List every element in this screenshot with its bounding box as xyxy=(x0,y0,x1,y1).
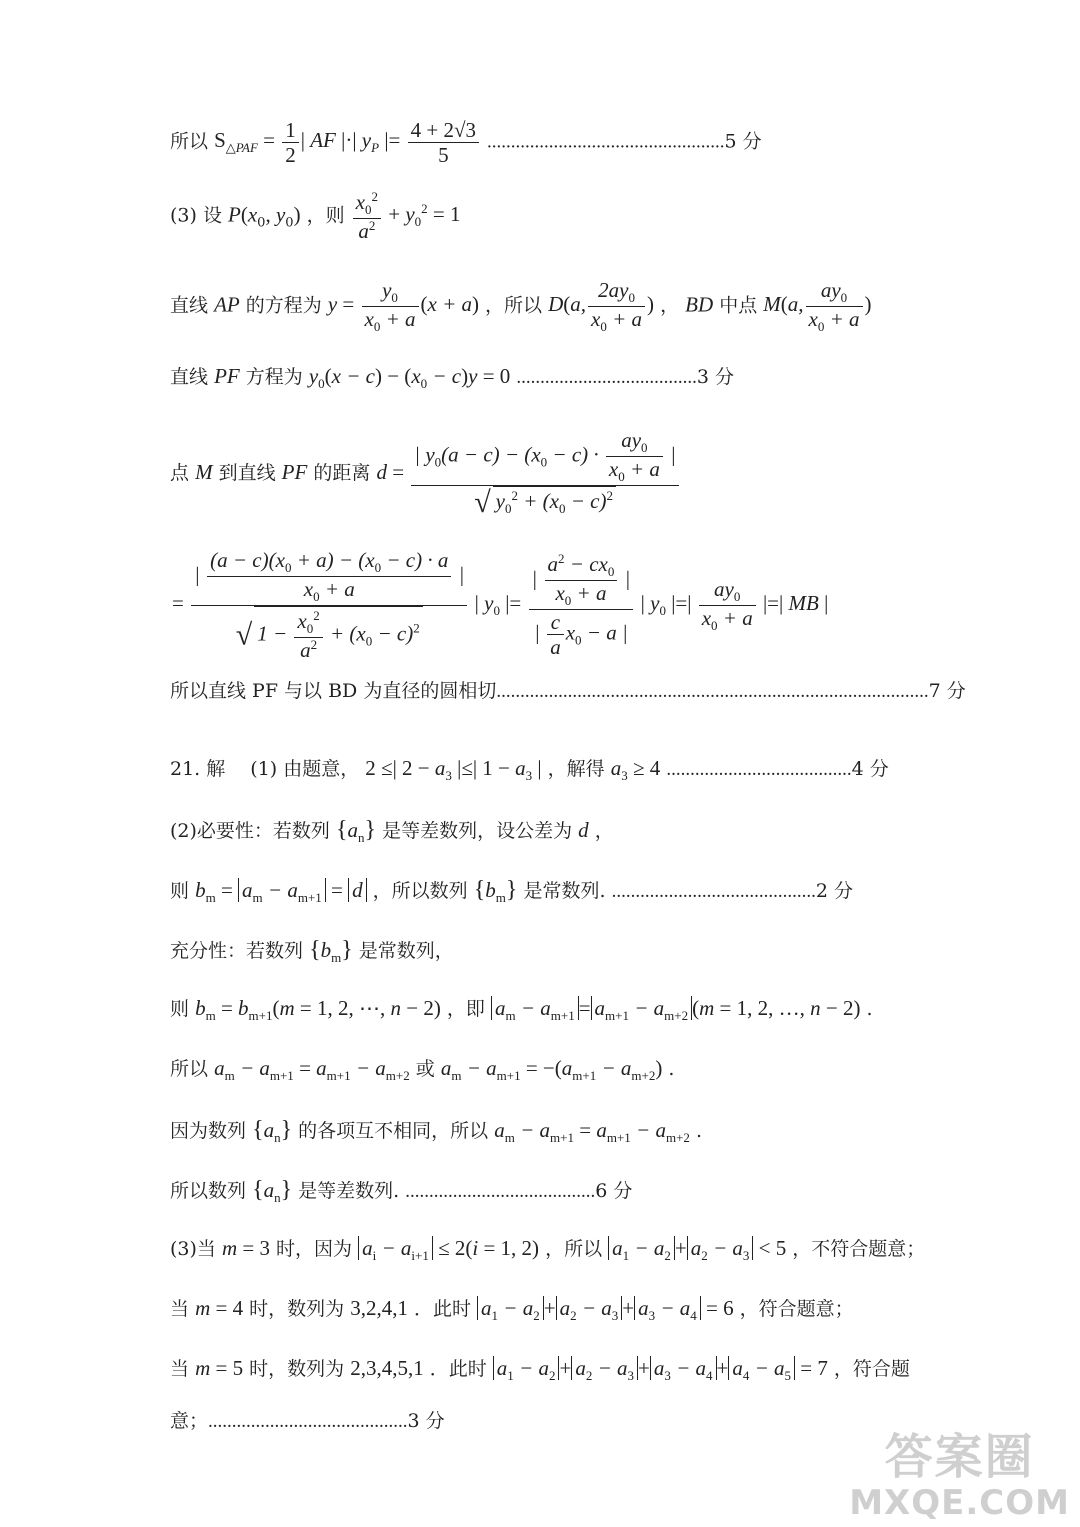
text: 时，数列为 xyxy=(249,1298,345,1320)
text: 充分性：若数列 xyxy=(170,940,304,962)
line-distance-expanded xyxy=(172,548,828,663)
score: 4 分 xyxy=(851,758,889,780)
text: 点 xyxy=(170,462,190,485)
math-distance-expanded: = | $\frac{(a - c)(x_0 + a) - (x_0 - c) \cdot a}{x_0 + a}$ | √ 1 − $\frac{x_0^2}{a^2}$ + $(x_0 - c)^2$ | $y_0$ |= | $\frac{a^2 - cx_0}{x_0 + a}$ | | $\frac{c}{a}$ $x_0 - a$ | | $y_0$ |=| $\frac{ay_0}{x_0 + a}$ |=| MB | xyxy=(172,548,829,663)
math-abs-equal: $a_m - a_{m+1} = a_{m+1} - a_{m+2}$ (m = 1, 2, …, n − 2) xyxy=(491,996,861,1020)
watermark-logo xyxy=(849,1418,1070,1523)
text: 的方程为 xyxy=(245,294,322,317)
text: ，则 xyxy=(306,204,345,227)
line-bm-constant: 则 $b_m = a_m - a_{m+1} = d$ ，所以数列 $\{b_m\}$ 是常数列. ...........................................2 分 xyxy=(170,877,853,906)
text: (2)必要性：若数列 xyxy=(170,820,330,842)
text: 是等差数列. xyxy=(298,1180,400,1202)
score: 2 分 xyxy=(815,880,853,902)
text: 所以 xyxy=(170,1058,209,1080)
text: 方程为 xyxy=(245,366,303,388)
score: 6 分 xyxy=(595,1180,633,1202)
line-m5-continuation xyxy=(170,1412,445,1431)
math-point-p: P xyxy=(228,202,241,227)
dot-leader: ........................................................................................... xyxy=(496,681,929,702)
line-tangent-conclusion xyxy=(170,682,966,701)
text: 当 xyxy=(170,1358,190,1380)
text: 则 xyxy=(170,998,190,1020)
text: ，所以 xyxy=(545,1238,603,1260)
math-pf: $y_0(x - c) - (x_0 - c)y = 0$ xyxy=(308,364,511,392)
text: ，不符合题意； xyxy=(792,1238,926,1260)
text: ，解得 xyxy=(547,758,605,780)
dot-leader: .................................................. xyxy=(487,131,725,153)
text: 因为数列 xyxy=(170,1120,247,1142)
line-arithmetic-conclusion: 所以数列 $\{a_n\}$ 是等差数列. ........................................6 分 xyxy=(170,1177,633,1206)
score: 7 分 xyxy=(928,680,966,702)
text: ．此时 xyxy=(429,1358,487,1380)
text: ， xyxy=(594,820,614,842)
line-distance: 点 M 到直线 PF 的距离 d = | $y_0(a - c) - (x_0 - c)$ · $\frac{ay_0}{x_0 + a}$ | √ $y_0^2 + (x_0 - c)^2$ xyxy=(170,428,681,521)
text: 直线 xyxy=(170,294,209,317)
text: 意； xyxy=(170,1410,209,1432)
watermark-top: 答案圈 xyxy=(884,1429,1035,1485)
sequence-m5: 2,3,4,5,1 xyxy=(350,1356,424,1380)
math-m: M(a, $\frac{ay_0}{x_0 + a}$ ) xyxy=(763,278,872,335)
text: 是等差数列，设公差为 xyxy=(382,820,573,842)
text: . xyxy=(695,1120,702,1142)
math-bm-equal: $b_m = b_{m+1}(m = 1$, 2, ⋯, n − 2) xyxy=(195,996,441,1024)
text: 时，因为 xyxy=(276,1238,353,1260)
text: ，所以数列 xyxy=(372,880,468,902)
dot-leader: ...................................... xyxy=(516,367,697,388)
math-d: D(a, $\frac{2ay_0}{x_0 + a}$ ) xyxy=(548,278,655,335)
text: 的距离 xyxy=(313,462,371,485)
text: 是常数列， xyxy=(358,940,454,962)
text: ，符合题 xyxy=(833,1358,910,1380)
text: 的各项互不相同，所以 xyxy=(298,1120,489,1142)
line-distinct-terms: 因为数列 $\{a_n\}$ 的各项互不相同，所以 $a_m - a_{m+1} = a_{m+1} - a_{m+2}$ . xyxy=(170,1117,702,1146)
math-bm: $b_m = a_m - a_{m+1} = d$ xyxy=(195,878,367,902)
score: 3 分 xyxy=(407,1410,445,1432)
text: 中点 xyxy=(719,294,758,317)
line-necessity: (2)必要性：若数列 $\{a_n\}$ 是等差数列，设公差为 d ， xyxy=(170,817,614,846)
line-sufficiency: 充分性：若数列 $\{b_m\}$ 是常数列， xyxy=(170,937,454,966)
text: (3)当 xyxy=(170,1238,216,1260)
line-ap-equation: 直线 AP 的方程为 y = $\frac{y_0}{x_0 + a}$ (x + a) ，所以 D(a, $\frac{2ay_0}{x_0 + a}$ ) ， BD 中点 M(a, $\frac{ay_0}{x_0 + a}$ ) xyxy=(170,278,872,335)
dot-leader: .......................................... xyxy=(208,1411,408,1432)
math-ellipse: $\frac{x_0^2}{a^2}$ + $y_0^2 = 1$ xyxy=(351,202,461,226)
line-m3-case: (3)当 m = 3 时，因为 $a_i - a_{i+1} \le 2(i = 1$, 2) ，所以 $a_1 - a_2 + a_2 - a_3 < 5$ ，不符合题意； xyxy=(170,1236,926,1264)
watermark-bottom: MXQE.COM xyxy=(849,1483,1070,1523)
line-two-cases: 所以 $a_m - a_{m+1} = a_{m+1} - a_{m+2}$ 或 $a_m - a_{m+1} = -(a_{m+1} - a_{m+2})$ . xyxy=(170,1056,675,1084)
line-area-pf xyxy=(170,118,762,167)
text: . xyxy=(668,1058,675,1080)
text: 到直线 xyxy=(218,462,276,485)
line-m5-case: 当 m = 5 时，数列为 2,3,4,5,1 ．此时 $a_1 - a_2 + a_2 - a_3 + a_3 - a_4 + a_4 - a_5 = 7$ ，符合题 xyxy=(170,1356,910,1384)
line-q21-part1 xyxy=(170,758,889,782)
text: 所以直线 PF 与以 BD 为直径的圆相切 xyxy=(170,680,497,702)
line-bm-equal xyxy=(170,998,873,1022)
line-set-p: (3) 设 $P(x_0$, $y_0$) ，则 $\frac{x_0^2}{a^2}$ + $y_0^2 = 1$ xyxy=(170,189,461,244)
dot-leader: ....................................... xyxy=(666,759,852,780)
text: (3) 设 xyxy=(170,204,222,227)
text: 时，数列为 xyxy=(249,1358,345,1380)
text: 则 xyxy=(170,880,190,902)
math-a3: $a_3 \ge 4$ xyxy=(610,756,661,784)
math-ap: y = $\frac{y_0}{x_0 + a}$ (x + a) xyxy=(327,278,479,335)
text: . xyxy=(866,998,873,1020)
math-inequality: 2 ≤| $2 - a_3$ |≤| $1 - a_3$ | xyxy=(365,756,542,784)
text: 所以数列 xyxy=(170,1180,247,1202)
dot-leader: ........................................... xyxy=(611,881,816,902)
text: 是常数列. xyxy=(523,880,606,902)
text: ，即 xyxy=(446,998,485,1020)
text: 或 xyxy=(415,1058,435,1080)
text: 所以 xyxy=(170,130,209,153)
text: 21. 解 (1) 由题意， xyxy=(170,758,360,780)
text: ，符合题意； xyxy=(739,1298,854,1320)
dot-leader: ........................................ xyxy=(405,1181,596,1202)
line-pf-equation: 直线 PF 方程为 $y_0(x - c) - (x_0 - c)y = 0$ ......................................3 分 xyxy=(170,364,734,392)
math-area: $S_{\triangle PAF}$ = $\frac{1}{2}$ | AF |·| $y_P$ |= $\frac{4 + 2√3}{5}$ xyxy=(214,128,481,152)
score: 5 分 xyxy=(724,130,762,153)
line-m4-case: 当 m = 4 时，数列为 3,2,4,1 ．此时 $a_1 - a_2 + a_2 - a_3 + a_3 - a_4 = 6$ ，符合题意； xyxy=(170,1296,854,1324)
score: 3 分 xyxy=(696,366,734,388)
math-distance: d = | $y_0(a - c) - (x_0 - c)$ · $\frac{ay_0}{x_0 + a}$ | √ $y_0^2 + (x_0 - c)^2$ xyxy=(376,460,680,484)
text: ，所以 xyxy=(485,294,543,317)
text: 直线 xyxy=(170,366,209,388)
text: 当 xyxy=(170,1298,190,1320)
text: ．此时 xyxy=(413,1298,471,1320)
sequence-m4: 3,2,4,1 xyxy=(350,1296,408,1320)
text: ， xyxy=(660,294,680,317)
